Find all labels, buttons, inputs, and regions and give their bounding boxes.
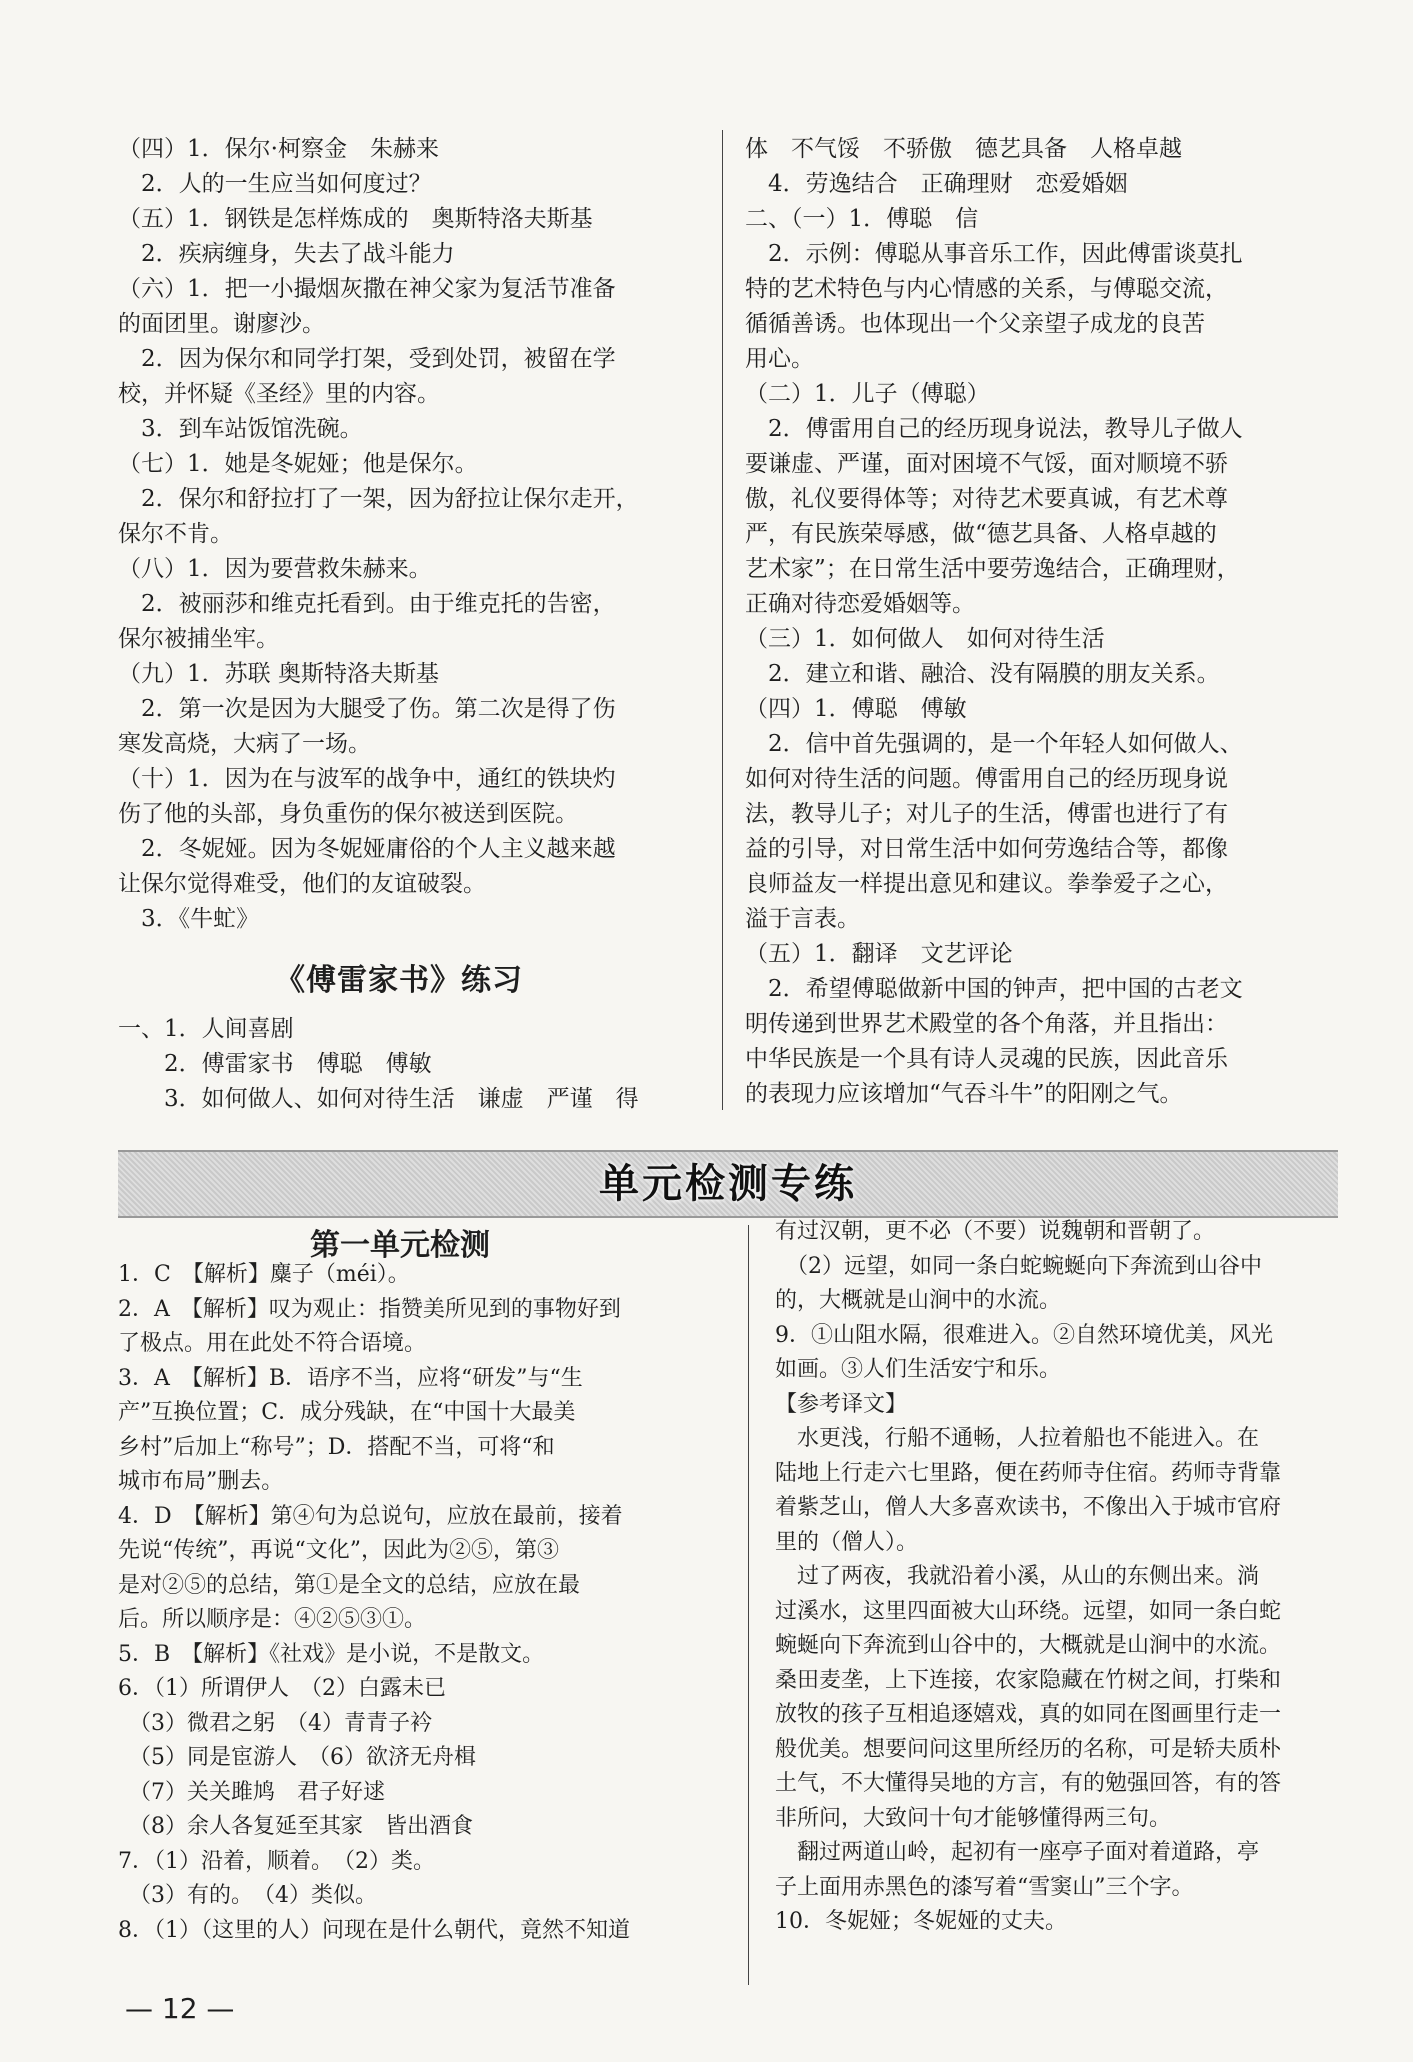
answer-line: 8．（1）（这里的人）问现在是什么朝代，竟然不知道 — [118, 1917, 630, 1943]
answer-line: 2．保尔和舒拉打了一架，因为舒拉让保尔走开， — [118, 486, 639, 512]
answer-line: 的面团里。谢廖沙。 — [118, 311, 325, 337]
answer-line: 溢于言表。 — [745, 906, 860, 932]
answer-line: 寒发高烧，大病了一场。 — [118, 731, 371, 757]
answer-line: 2．信中首先强调的，是一个年轻人如何做人、 — [745, 731, 1243, 757]
page-number: — 12 — — [125, 1992, 235, 2025]
answer-line: 了极点。用在此处不符合语境。 — [118, 1331, 427, 1356]
answer-line: 保尔被捕坐牢。 — [118, 626, 279, 652]
answer-line: 法，教导儿子；对儿子的生活，傅雷也进行了有 — [745, 801, 1228, 827]
answer-line: （十）1．因为在与波军的战争中，通红的铁块灼 — [118, 766, 616, 792]
unit-test-banner — [118, 1150, 1338, 1218]
answer-line: （七）1．她是冬妮娅；他是保尔。 — [118, 451, 478, 477]
answer-line: 益的引导，对日常生活中如何劳逸结合等，都像 — [745, 836, 1228, 862]
answer-line: 后。所以顺序是：④②⑤③①。 — [118, 1607, 427, 1632]
answer-line: 循循善诱。也体现出一个父亲望子成龙的良苦 — [745, 311, 1205, 337]
answer-line: 如画。③人们生活安宁和乐。 — [775, 1357, 1062, 1382]
answer-line: 7．（1）沿着，顺着。 （2）类。 — [118, 1848, 435, 1874]
answer-line: 9．①山阻水隔，很难进入。②自然环境优美，风光 — [775, 1322, 1273, 1348]
unit-test-title: 第一单元检测 — [310, 1228, 490, 1263]
answer-line: 要谦虚、严谨，面对困境不气馁，面对顺境不骄 — [745, 451, 1228, 477]
answer-line: 2．疾病缠身，失去了战斗能力 — [118, 241, 455, 267]
answer-line: 乡村”后加上“称号”；D．搭配不当，可将“和 — [118, 1434, 555, 1460]
answer-line: 土气，不大懂得吴地的方言，有的勉强回答，有的答 — [775, 1771, 1282, 1796]
answer-line: （四）1．保尔·柯察金 朱赫来 — [118, 136, 439, 162]
answer-line: 过了两夜，我就沿着小溪，从山的东侧出来。淌 — [775, 1564, 1260, 1589]
answer-line: 的，大概就是山涧中的水流。 — [775, 1288, 1062, 1313]
answer-line: （九）1．苏联 奥斯特洛夫斯基 — [118, 661, 439, 687]
answer-line: 2．希望傅聪做新中国的钟声，把中国的古老文 — [745, 976, 1243, 1002]
answer-line: 用心。 — [745, 346, 814, 372]
answer-line: 2．冬妮娅。因为冬妮娅庸俗的个人主义越来越 — [118, 836, 616, 862]
answer-line: 3．《牛虻》 — [118, 906, 260, 932]
answer-line: 傲，礼仪要得体等；对待艺术要真诚，有艺术尊 — [745, 486, 1228, 512]
answer-line: 2．第一次是因为大腿受了伤。第二次是得了伤 — [118, 696, 616, 722]
answer-line: 良师益友一样提出意见和建议。拳拳爱子之心， — [745, 871, 1228, 897]
top-left-column — [118, 132, 698, 937]
answer-line: 先说“传统”，再说“文化”，因此为②⑤，第③ — [118, 1538, 559, 1563]
answer-line: 的表现力应该增加“气吞斗牛”的阳刚之气。 — [745, 1081, 1183, 1107]
answer-line: 1．C 【解析】麋子（méi）。 — [118, 1262, 410, 1287]
bottom-right-column — [775, 1215, 1345, 1940]
answer-line: 正确对待恋爱婚姻等。 — [745, 591, 975, 617]
answer-line: （5）同是宦游人 （6）欲济无舟楫 — [118, 1745, 476, 1770]
answer-line: 2．傅雷家书 傅聪 傅敏 — [118, 1051, 432, 1077]
answer-line: 2．人的一生应当如何度过？ — [118, 171, 432, 197]
answer-line: 二、（一）1．傅聪 信 — [745, 206, 979, 232]
answer-line: 城市布局”删去。 — [118, 1469, 284, 1494]
answer-line: 特的艺术特色与内心情感的关系，与傅聪交流， — [745, 276, 1228, 302]
answer-line: 放牧的孩子互相追逐嬉戏，真的如同在图画里行走一 — [775, 1702, 1282, 1727]
answer-line: 2．示例：傅聪从事音乐工作，因此傅雷谈莫扎 — [745, 241, 1243, 267]
answer-line: 非所问，大致问十句才能够懂得两三句。 — [775, 1805, 1172, 1831]
answer-line: 子上面用赤黑色的漆写着“雪窦山”三个字。 — [775, 1874, 1194, 1900]
answer-line: 着紫芝山，僧人大多喜欢读书，不像出入于城市官府 — [775, 1495, 1282, 1520]
answer-line: 2．建立和谐、融洽、没有隔膜的朋友关系。 — [745, 661, 1220, 687]
answer-line: 2．被丽莎和维克托看到。由于维克托的告密， — [118, 591, 616, 617]
answer-line: 【参考译文】 — [775, 1391, 908, 1417]
answer-line: 过溪水，这里四面被大山环绕。远望，如同一条白蛇 — [775, 1598, 1282, 1624]
answer-line: （五）1．翻译 文艺评论 — [745, 941, 1013, 967]
answer-line: （3）有的。 （4）类似。 — [118, 1883, 377, 1908]
answer-line: 产”互换位置；C．成分残缺，在“中国十大最美 — [118, 1400, 576, 1425]
column-divider-bottom — [748, 1225, 749, 1985]
answer-line: 蜿蜒向下奔流到山谷中的，大概就是山涧中的水流。 — [775, 1633, 1282, 1658]
answer-line: 5．B 【解析】《社戏》是小说，不是散文。 — [118, 1641, 545, 1667]
answer-line: 保尔不肯。 — [118, 521, 233, 547]
answer-line: 明传递到世界艺术殿堂的各个角落，并且指出： — [745, 1011, 1228, 1037]
answer-line: 中华民族是一个具有诗人灵魂的民族，因此音乐 — [745, 1046, 1228, 1072]
answer-line: 有过汉朝，更不必（不要）说魏朝和晋朝了。 — [775, 1219, 1216, 1244]
answer-line: 翻过两道山岭，起初有一座亭子面对着道路，亭 — [775, 1840, 1260, 1865]
answer-line: （7）关关雎鸠 君子好逑 — [118, 1779, 385, 1805]
answer-line: 3．到车站饭馆洗碗。 — [118, 416, 363, 442]
answer-line: （2）远望，如同一条白蛇蜿蜒向下奔流到山谷中 — [775, 1253, 1262, 1279]
answer-line: 水更浅，行船不通畅，人拉着船也不能进入。在 — [775, 1426, 1260, 1451]
answer-line: （二）1．儿子（傅聪） — [745, 381, 990, 407]
banner-title: 单元检测专练 — [599, 1161, 857, 1207]
answer-line: 桑田麦垄，上下连接，农家隐藏在竹树之间，打柴和 — [775, 1667, 1282, 1693]
answer-line: （3）微君之躬 （4）青青子衿 — [118, 1710, 432, 1736]
answer-line: 艺术家”；在日常生活中要劳逸结合，正确理财， — [745, 556, 1240, 582]
answer-line: （八）1．因为要营救朱赫来。 — [118, 556, 432, 582]
answer-line: 4．D 【解析】第④句为总说句，应放在最前，接着 — [118, 1503, 623, 1529]
answer-line: 2．A 【解析】叹为观止：指赞美所见到的事物好到 — [118, 1296, 621, 1322]
top-right-column — [745, 132, 1345, 1112]
answer-line: 严，有民族荣辱感，做“德艺具备、人格卓越的 — [745, 521, 1217, 547]
answer-line: 3．A 【解析】B．语序不当，应将“研发”与“生 — [118, 1365, 583, 1391]
answer-line: 伤了他的头部，身负重伤的保尔被送到医院。 — [118, 801, 578, 827]
answer-line: 3．如何做人、如何对待生活 谦虚 严谨 得 — [118, 1086, 639, 1112]
answer-line: （三）1．如何做人 如何对待生活 — [745, 626, 1105, 652]
answer-line: （8）余人各复延至其家 皆出酒食 — [118, 1814, 473, 1839]
answer-line: 陆地上行走六七里路，便在药师寺住宿。药师寺背靠 — [775, 1460, 1282, 1486]
answer-line: 校，并怀疑《圣经》里的内容。 — [118, 381, 440, 407]
answer-line: 2．因为保尔和同学打架，受到处罚，被留在学 — [118, 346, 616, 372]
answer-line: 4．劳逸结合 正确理财 恋爱婚姻 — [745, 171, 1128, 197]
answer-line: 是对②⑤的总结，第①是全文的总结，应放在最 — [118, 1572, 581, 1598]
answer-line: 般优美。想要问问这里所经历的名称，可是轿夫质朴 — [775, 1736, 1282, 1762]
fu-lei-answers — [118, 1012, 718, 1117]
answer-line: （五）1．钢铁是怎样炼成的 奥斯特洛夫斯基 — [118, 206, 593, 232]
answer-line: （六）1．把一小撮烟灰撒在神父家为复活节准备 — [118, 276, 616, 302]
answer-line: 10．冬妮娅；冬妮娅的丈夫。 — [775, 1909, 1067, 1934]
fu-lei-section-title: 《傅雷家书》练习 — [275, 963, 523, 998]
answer-line: 体 不气馁 不骄傲 德艺具备 人格卓越 — [745, 136, 1182, 162]
answer-line: 里的（僧人）。 — [775, 1529, 919, 1555]
bottom-left-column — [118, 1258, 718, 1948]
answer-line: 如何对待生活的问题。傅雷用自己的经历现身说 — [745, 766, 1228, 792]
column-divider-top — [722, 130, 723, 1110]
answer-line: 6．（1）所谓伊人 （2）白露未已 — [118, 1676, 446, 1701]
answer-line: 2．傅雷用自己的经历现身说法，教导儿子做人 — [745, 416, 1243, 442]
answer-line: 让保尔觉得难受，他们的友谊破裂。 — [118, 871, 486, 897]
answer-line: 一、1．人间喜剧 — [118, 1016, 294, 1042]
answer-line: （四）1．傅聪 傅敏 — [745, 696, 967, 722]
